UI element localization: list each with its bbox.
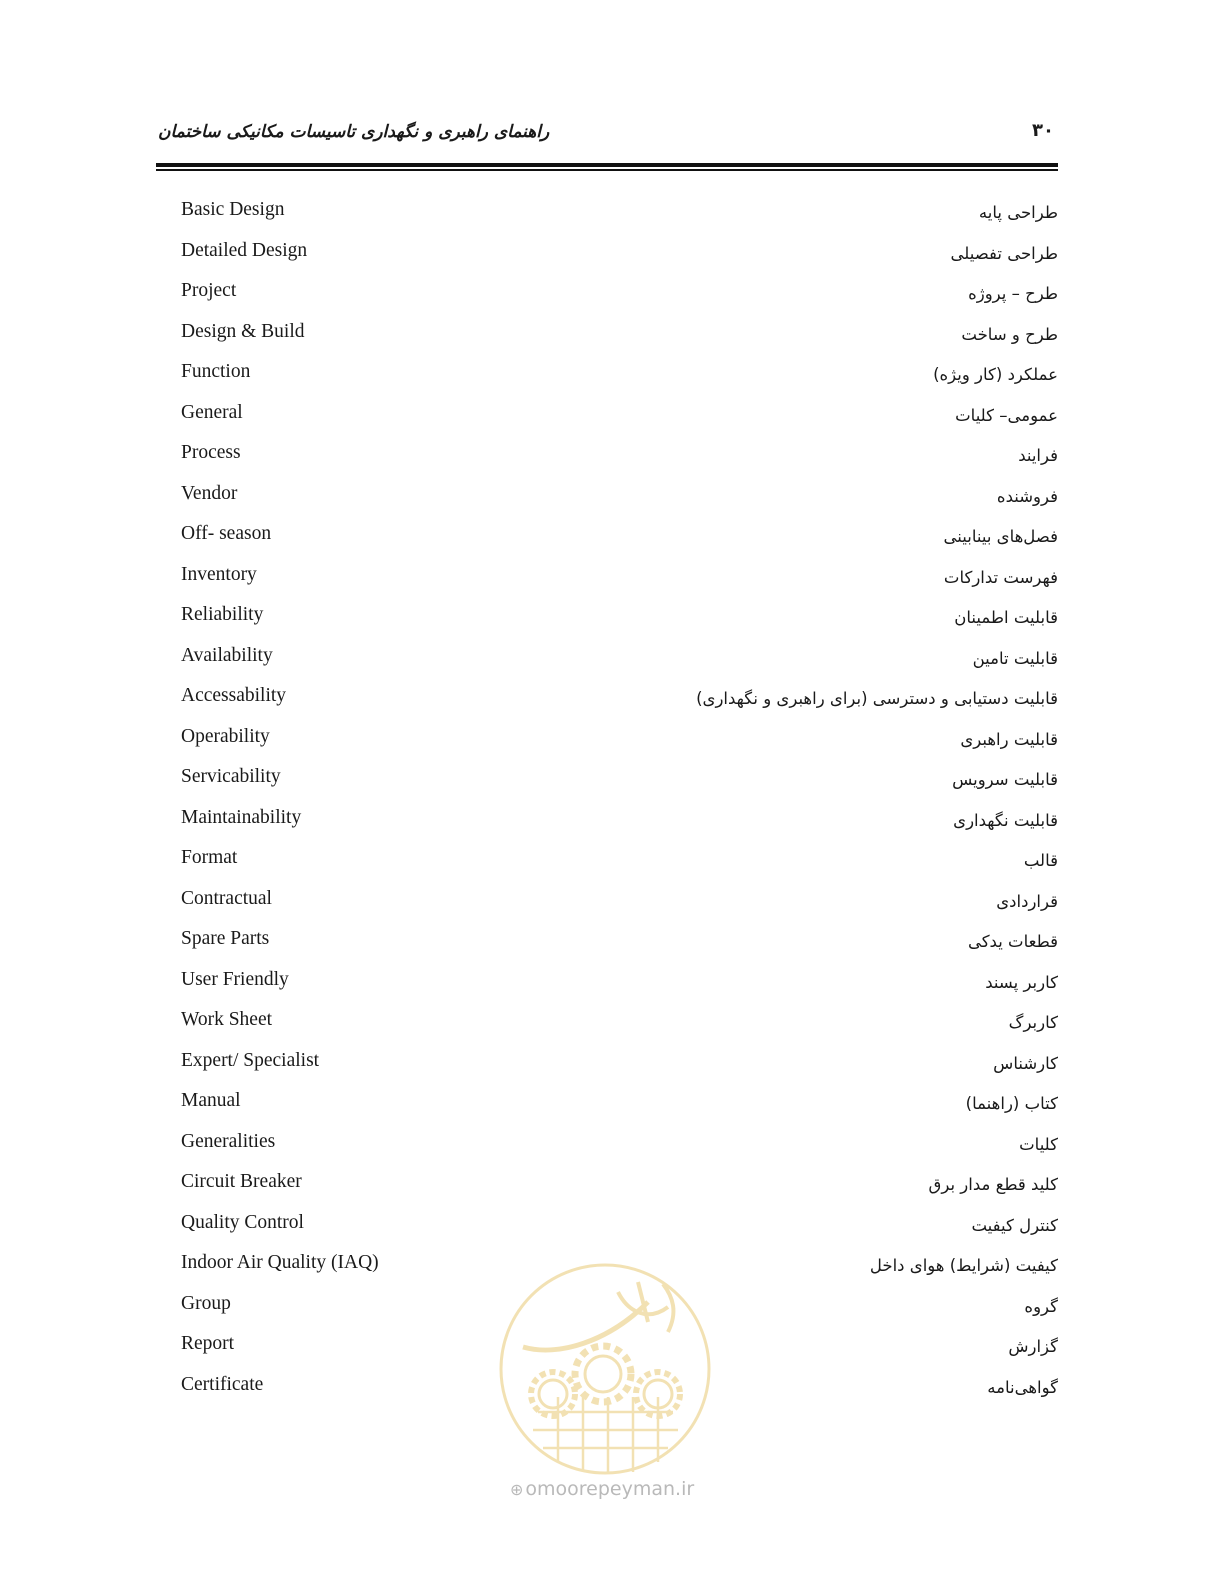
glossary-row	[181, 683, 1058, 724]
glossary-row	[181, 238, 1058, 279]
term-english: Basic Design	[181, 199, 285, 220]
term-english: Report	[181, 1333, 235, 1354]
term-english: Inventory	[181, 563, 257, 585]
term-english: Reliability	[181, 604, 264, 625]
term-persian: قالب	[1023, 851, 1058, 870]
glossary-row	[181, 562, 1058, 603]
term-persian: قطعات یدکی	[967, 932, 1058, 951]
term-persian: قابلیت دستیابی و دسترسی (برای راهبری و نگهداری)	[696, 689, 1058, 708]
glossary-row	[181, 319, 1058, 360]
term-persian: قراردادی	[996, 891, 1058, 911]
term-persian: کنترل کیفیت	[971, 1215, 1058, 1235]
term-persian: عمومی– کلیات	[955, 405, 1058, 425]
globe-icon: ⊕	[510, 1480, 524, 1499]
glossary-row	[181, 521, 1058, 562]
term-persian: فصل‌های بینابینی	[943, 527, 1058, 546]
term-english: Function	[181, 361, 251, 382]
term-persian: گواهی‌نامه	[987, 1377, 1058, 1397]
term-persian: طراحی تفصیلی	[950, 243, 1058, 263]
term-english: Manual	[181, 1090, 241, 1111]
term-persian: گروه	[1024, 1296, 1058, 1316]
page-header	[156, 118, 1058, 154]
term-persian: قابلیت نگهداری	[953, 810, 1058, 830]
glossary-row	[181, 805, 1058, 846]
term-english: Maintainability	[181, 806, 302, 828]
glossary-row	[181, 764, 1058, 805]
glossary-row	[181, 926, 1058, 967]
term-persian: قابلیت اطمینان	[954, 608, 1058, 627]
term-english: Availability	[181, 644, 273, 666]
term-persian: فهرست تدارکات	[943, 567, 1058, 587]
glossary-row	[181, 602, 1058, 643]
glossary-row	[181, 967, 1058, 1008]
term-english: Circuit Breaker	[181, 1171, 302, 1192]
watermark-logo	[498, 1262, 713, 1477]
glossary-list	[181, 197, 1058, 1412]
term-persian: طرح و ساخت	[961, 324, 1058, 344]
term-persian: فرایند	[1018, 446, 1058, 465]
term-english: Spare Parts	[181, 928, 270, 949]
watermark-url: ⊕ omoorepeyman.ir	[510, 1478, 695, 1500]
term-persian: کتاب (راهنما)	[965, 1094, 1058, 1113]
term-persian: فروشنده	[996, 486, 1058, 506]
term-persian: طرح – پروژه	[968, 284, 1058, 303]
term-persian: طراحی پایه	[978, 203, 1058, 222]
term-english: Contractual	[181, 887, 272, 909]
glossary-row	[181, 1088, 1058, 1129]
term-english: Indoor Air Quality (IAQ)	[181, 1252, 379, 1273]
header-rule-thick	[156, 163, 1058, 167]
term-english: Operability	[181, 725, 270, 747]
term-english: Group	[181, 1292, 231, 1314]
glossary-row	[181, 643, 1058, 684]
glossary-row	[181, 724, 1058, 765]
term-persian: قابلیت تامین	[972, 648, 1058, 668]
term-english: Design & Build	[181, 320, 305, 342]
term-english: Expert/ Specialist	[181, 1049, 320, 1071]
glossary-row	[181, 1129, 1058, 1170]
term-english: Vendor	[181, 482, 238, 504]
term-english: Servicability	[181, 766, 281, 787]
glossary-row	[181, 886, 1058, 927]
term-english: Format	[181, 847, 238, 868]
term-persian: قابلیت راهبری	[960, 729, 1058, 749]
glossary-row	[181, 845, 1058, 886]
term-persian: عملکرد (کار ویژه)	[933, 365, 1058, 384]
running-title: راهنمای راهبری و نگهداری تاسیسات مکانیکی ساختمان	[158, 122, 550, 142]
term-english: Project	[181, 280, 237, 301]
glossary-row	[181, 1210, 1058, 1251]
glossary-row	[181, 278, 1058, 319]
term-english: User Friendly	[181, 968, 289, 990]
term-persian: گزارش	[1008, 1337, 1058, 1356]
term-english: Off- season	[181, 523, 272, 544]
page-number: ۳۰	[1032, 120, 1054, 141]
glossary-row	[181, 400, 1058, 441]
term-english: Detailed Design	[181, 239, 308, 261]
glossary-row	[181, 1169, 1058, 1210]
term-persian: کلیات	[1019, 1134, 1058, 1154]
term-english: Generalities	[181, 1130, 276, 1152]
header-rule-thin	[156, 169, 1058, 171]
term-persian: کاربرگ	[1008, 1013, 1058, 1032]
term-english: General	[181, 401, 243, 423]
glossary-row	[181, 481, 1058, 522]
term-english: Certificate	[181, 1373, 264, 1395]
term-english: Process	[181, 442, 241, 463]
term-persian: کیفیت (شرایط) هوای داخل	[869, 1256, 1058, 1275]
term-english: Work Sheet	[181, 1009, 273, 1030]
glossary-row	[181, 1048, 1058, 1089]
glossary-row	[181, 359, 1058, 400]
glossary-row	[181, 440, 1058, 481]
term-english: Accessability	[181, 685, 287, 706]
glossary-row	[181, 197, 1058, 238]
term-persian: کارشناس	[993, 1053, 1058, 1073]
term-persian: کاربر پسند	[985, 972, 1058, 992]
term-persian: کلید قطع مدار برق	[928, 1175, 1058, 1194]
term-english: Quality Control	[181, 1211, 304, 1233]
glossary-row	[181, 1007, 1058, 1048]
term-persian: قابلیت سرویس	[952, 770, 1058, 789]
